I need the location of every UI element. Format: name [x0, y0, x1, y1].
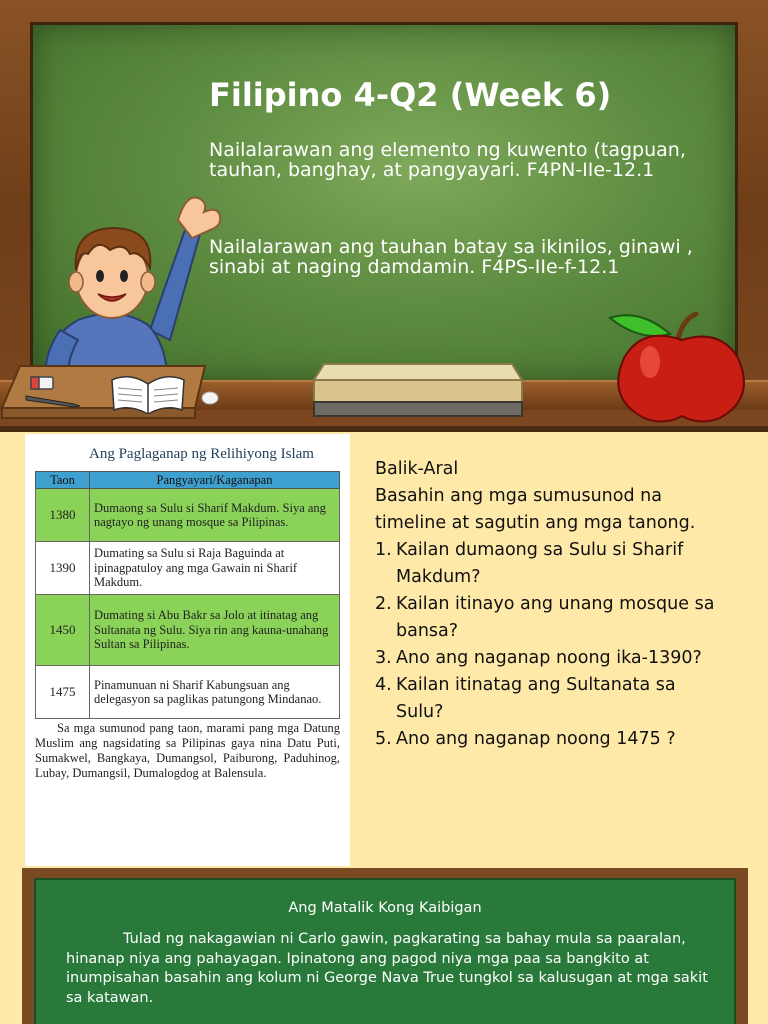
question-item: 5. Ano ang naganap noong 1475 ?: [375, 729, 676, 749]
question-item: 1. Kailan dumaong sa Sulu si Sharif Makdum?: [375, 540, 684, 587]
event-cell: Pinamunuan ni Sharif Kabungsuan ang delegasyon sa paglikas patungong Mindanao.: [90, 666, 340, 719]
year-cell: 1390: [36, 542, 90, 595]
review-slide: [0, 432, 768, 866]
table-row: [36, 595, 340, 666]
year-cell: 1450: [36, 595, 90, 666]
table-row: [36, 666, 340, 719]
table-row: [36, 489, 340, 542]
column-header-year: Taon: [36, 472, 90, 489]
timeline-paragraph: Sa mga sumunod pang taon, marami pang mga Datung Muslim ang nagsidating sa Pilipinas gaya nina Datu Puti, Sumakwel, Bangkaya, Dumangsol, Paiburong, Paduhinog, Lubay, Dumangsil, Dumalogdog at Balensula.: [35, 721, 340, 780]
eraser-icon: [30, 375, 54, 391]
chalk-stick-icon: [200, 390, 220, 406]
timeline-card: [25, 434, 350, 866]
learning-objective-1: Nailalarawan ang elemento ng kuwento (tagpuan, tauhan, banghay, at pangyayari. F4PN-IIe-12.1: [209, 139, 686, 181]
table-row: [36, 542, 340, 595]
question-item: 4. Kailan itinatag ang Sultanata sa Sulu?: [375, 675, 676, 722]
event-cell: Dumaong sa Sulu si Sharif Makdum. Siya ang nagtayo ng unang mosque sa Pilipinas.: [90, 489, 340, 542]
column-header-event: Pangyayari/Kaganapan: [90, 472, 340, 489]
year-cell: 1380: [36, 489, 90, 542]
review-intro: Basahin ang mga sumusunod na timeline at sagutin ang mga tanong.: [375, 486, 696, 533]
event-cell: Dumating sa Sulu si Raja Baguinda at ipinagpatuloy ang mga Gawain ni Sharif Makdum.: [90, 542, 340, 595]
pencil-icon: [24, 392, 84, 408]
question-item: 2. Kailan itinayo ang unang mosque sa bansa?: [375, 594, 715, 641]
review-section: [375, 456, 715, 753]
event-cell: Dumating si Abu Bakr sa Jolo at itinatag ang Sultanata ng Sulu. Siya rin ang kauna-unahang Sultan sa Pilipinas.: [90, 595, 340, 666]
chalk-eraser-icon: [310, 360, 526, 418]
year-cell: 1475: [36, 666, 90, 719]
open-book-icon: [108, 372, 188, 414]
story-body: Tulad ng nakagawian ni Carlo gawin, pagkarating sa bahay mula sa paaralan, hinanap niya ang pahayagan. Ipinatong ang pagod niya mga paa sa bangkito at inumpisahan basahin ang kolum ni George Nava True tungkol sa kalusugan at mga sakit sa katawan.: [66, 931, 708, 1006]
learning-objective-2: Nailalarawan ang tauhan batay sa ikinilos, ginawi , sinabi at naging damdamin. F4PS-IIe-f-12.1: [209, 236, 693, 278]
title-slide: [0, 0, 768, 432]
timeline-table: [35, 471, 340, 719]
review-title: Balik-Aral: [375, 459, 459, 479]
story-slide: [0, 866, 768, 1024]
story-title: Ang Matalik Kong Kaibigan: [288, 900, 482, 916]
timeline-heading: Ang Paglaganap ng Relihiyong Islam: [89, 446, 314, 462]
slide-title: Filipino 4-Q2 (Week 6): [209, 76, 612, 114]
question-item: 3. Ano ang naganap noong ika-1390?: [375, 648, 702, 668]
apple-icon: [606, 310, 751, 425]
question-list: [375, 537, 715, 753]
table-header-row: [36, 472, 340, 489]
story-board: [34, 878, 736, 1024]
